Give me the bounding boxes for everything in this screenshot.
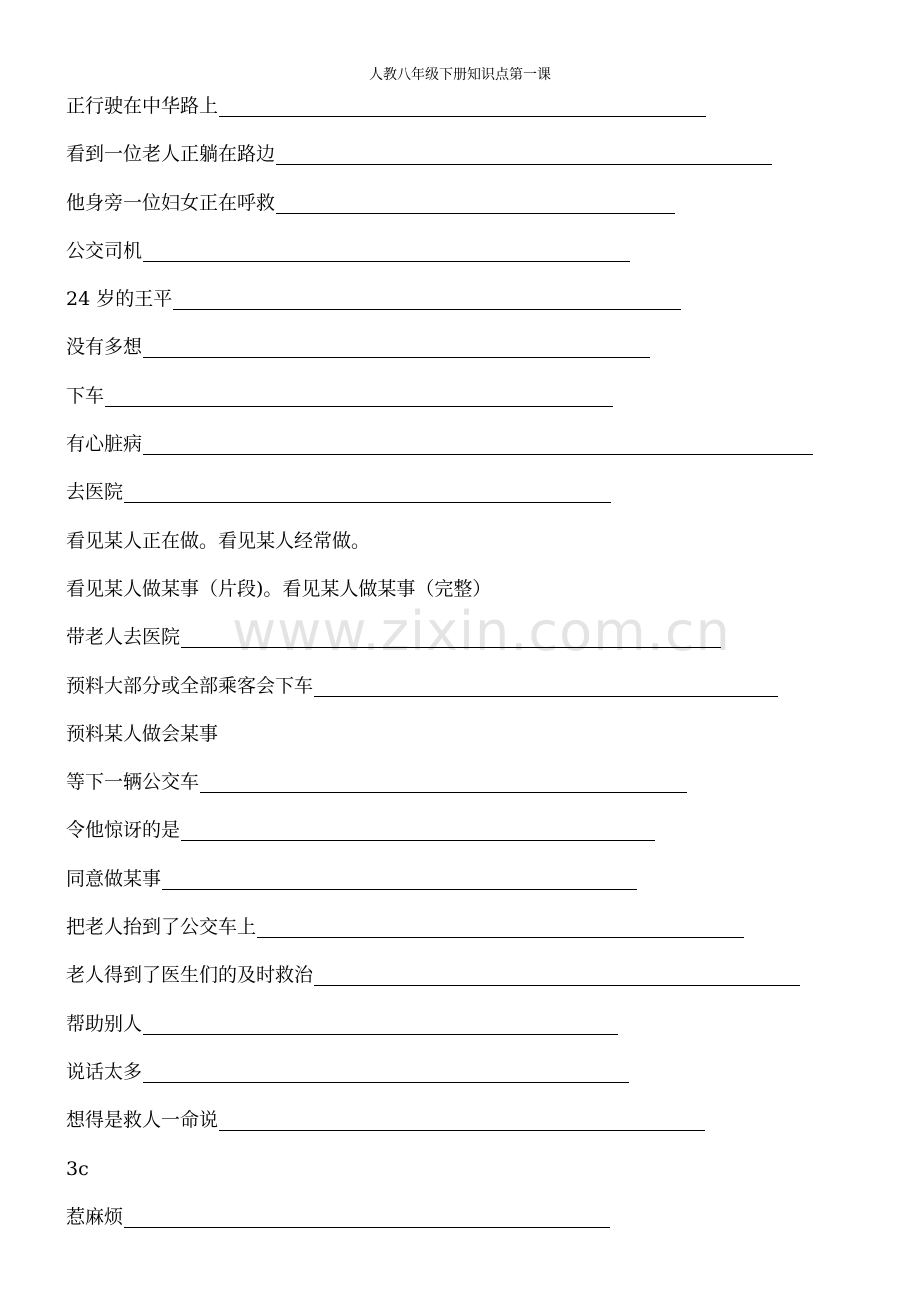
exercise-prompt: 说话太多 bbox=[66, 1060, 143, 1083]
exercise-line bbox=[66, 141, 866, 189]
page-header-title: 人教八年级下册知识点第一课 bbox=[369, 67, 551, 83]
exercise-line bbox=[66, 576, 866, 624]
answer-blank[interactable] bbox=[276, 141, 772, 165]
exercise-prompt: 老人得到了医生们的及时救治 bbox=[66, 964, 314, 987]
exercise-prompt: 24 岁的王平 bbox=[66, 288, 173, 311]
exercise-prompt: 看见某人正在做。看见某人经常做。 bbox=[66, 529, 371, 552]
exercise-line bbox=[66, 1059, 866, 1107]
exercise-line bbox=[66, 528, 866, 576]
answer-blank[interactable] bbox=[173, 286, 681, 310]
exercise-prompt: 有心脏病 bbox=[66, 433, 143, 456]
exercise-line bbox=[66, 383, 866, 431]
answer-blank[interactable] bbox=[181, 817, 655, 841]
answer-blank[interactable] bbox=[162, 866, 637, 890]
exercise-prompt: 想得是救人一命说 bbox=[66, 1109, 219, 1132]
answer-blank[interactable] bbox=[257, 914, 744, 938]
exercise-prompt: 预料大部分或全部乘客会下车 bbox=[66, 674, 314, 697]
exercise-line bbox=[66, 962, 866, 1010]
exercise-line bbox=[66, 93, 866, 141]
exercise-line bbox=[66, 673, 866, 721]
exercise-prompt: 没有多想 bbox=[66, 336, 143, 359]
exercise-line bbox=[66, 914, 866, 962]
exercise-prompt: 下车 bbox=[66, 384, 105, 407]
exercise-line bbox=[66, 286, 866, 334]
exercise-line bbox=[66, 479, 866, 527]
watermark: www.zixin.com.cn bbox=[232, 600, 731, 663]
answer-blank[interactable] bbox=[143, 1011, 618, 1035]
exercise-prompt: 预料某人做会某事 bbox=[66, 722, 219, 745]
answer-blank[interactable] bbox=[143, 334, 650, 358]
answer-blank[interactable] bbox=[105, 383, 613, 407]
exercise-prompt: 惹麻烦 bbox=[66, 1205, 124, 1228]
answer-blank[interactable] bbox=[276, 190, 675, 214]
answer-blank[interactable] bbox=[181, 624, 721, 648]
exercise-prompt: 把老人抬到了公交车上 bbox=[66, 916, 257, 939]
exercise-line bbox=[66, 1107, 866, 1155]
exercise-line bbox=[66, 624, 866, 672]
exercise-prompt: 看到一位老人正躺在路边 bbox=[66, 143, 276, 166]
exercise-prompt: 帮助别人 bbox=[66, 1012, 143, 1035]
answer-blank[interactable] bbox=[124, 479, 611, 503]
answer-blank[interactable] bbox=[219, 93, 706, 117]
exercise-line bbox=[66, 1011, 866, 1059]
exercise-prompt: 看见某人做某事（片段)。看见某人做某事（完整） bbox=[66, 577, 492, 600]
exercise-prompt: 3c bbox=[66, 1157, 89, 1180]
exercise-line bbox=[66, 817, 866, 865]
exercise-line bbox=[66, 1156, 866, 1204]
exercise-prompt: 去医院 bbox=[66, 481, 124, 504]
exercise-line bbox=[66, 431, 866, 479]
answer-blank[interactable] bbox=[143, 431, 813, 455]
answer-blank[interactable] bbox=[143, 1059, 629, 1083]
exercise-prompt: 令他惊讶的是 bbox=[66, 819, 181, 842]
exercise-prompt: 带老人去医院 bbox=[66, 626, 181, 649]
exercise-line bbox=[66, 769, 866, 817]
answer-blank[interactable] bbox=[200, 769, 687, 793]
exercise-line bbox=[66, 866, 866, 914]
exercise-line bbox=[66, 1204, 866, 1252]
exercise-list bbox=[66, 93, 866, 1252]
exercise-line bbox=[66, 238, 866, 286]
exercise-prompt: 同意做某事 bbox=[66, 867, 162, 890]
exercise-prompt: 公交司机 bbox=[66, 239, 143, 262]
exercise-prompt: 等下一辆公交车 bbox=[66, 771, 200, 794]
exercise-line bbox=[66, 190, 866, 238]
exercise-prompt: 他身旁一位妇女正在呼救 bbox=[66, 191, 276, 214]
answer-blank[interactable] bbox=[314, 962, 800, 986]
answer-blank[interactable] bbox=[219, 1107, 705, 1131]
answer-blank[interactable] bbox=[124, 1204, 610, 1228]
answer-blank[interactable] bbox=[143, 238, 630, 262]
exercise-line bbox=[66, 721, 866, 769]
answer-blank[interactable] bbox=[314, 673, 778, 697]
exercise-prompt: 正行驶在中华路上 bbox=[66, 95, 219, 117]
exercise-line bbox=[66, 334, 866, 382]
